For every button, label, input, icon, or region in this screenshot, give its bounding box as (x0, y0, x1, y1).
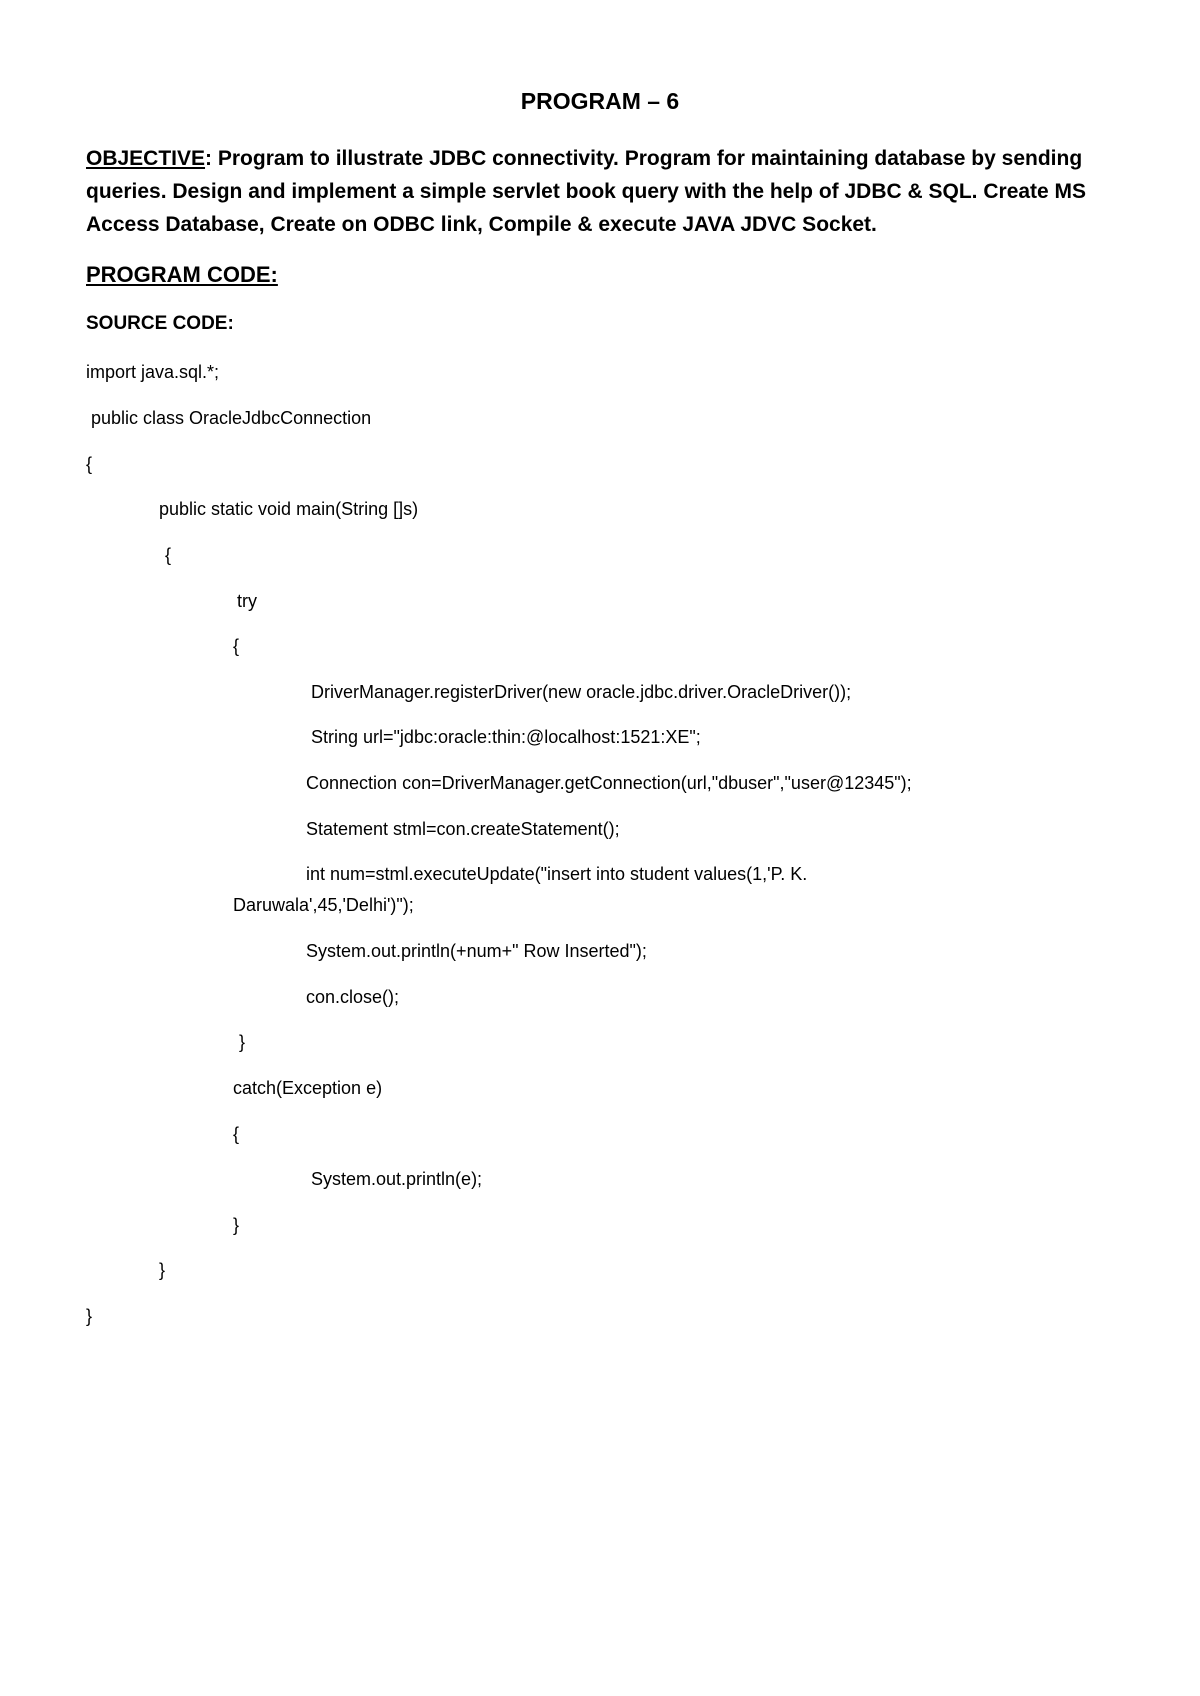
code-line: System.out.println(+num+" Row Inserted"); (306, 941, 647, 961)
source-code-heading: SOURCE CODE: (86, 313, 234, 334)
code-line: Connection con=DriverManager.getConnection(url,"dbuser","user@12345"); (306, 773, 912, 793)
code-line: } (239, 1032, 246, 1052)
page-title: PROGRAM – 6 (520, 88, 680, 114)
code-line: { (233, 1124, 240, 1144)
objective-separator: : (205, 147, 213, 170)
code-line: } (86, 1306, 93, 1326)
code-line: } (159, 1260, 166, 1280)
code-line: import java.sql.*; (86, 362, 220, 382)
code-line: Statement stml=con.createStatement(); (306, 819, 620, 839)
program-code-heading: PROGRAM CODE: (86, 262, 278, 287)
code-line: catch(Exception e) (233, 1078, 383, 1098)
code-line: { (165, 545, 172, 565)
code-line: System.out.println(e); (311, 1169, 483, 1189)
code-line: } (233, 1215, 240, 1235)
objective-paragraph (86, 142, 1106, 241)
code-line: { (86, 454, 93, 474)
code-line: public class OracleJdbcConnection (86, 408, 372, 428)
objective-label: OBJECTIVE (86, 147, 206, 170)
code-line: public static void main(String []s) (159, 499, 419, 519)
code-line: con.close(); (306, 987, 400, 1007)
code-line: Daruwala',45,'Delhi')"); (233, 895, 414, 915)
code-line: DriverManager.registerDriver(new oracle.jdbc.driver.OracleDriver()); (311, 682, 852, 702)
code-line: { (233, 636, 240, 656)
code-line: String url="jdbc:oracle:thin:@localhost:1521:XE"; (311, 727, 701, 747)
code-line: try (237, 591, 257, 611)
code-line: int num=stml.executeUpdate("insert into student values(1,'P. K. (306, 864, 808, 884)
objective-text: Program to illustrate JDBC connectivity. Program for maintaining database by sending queries. Design and implement a simple servlet book query with the help of JDBC & SQL. Create MS Access Database, Create on ODBC link, Compile & execute JAVA JDVC Socket. (86, 147, 1087, 236)
